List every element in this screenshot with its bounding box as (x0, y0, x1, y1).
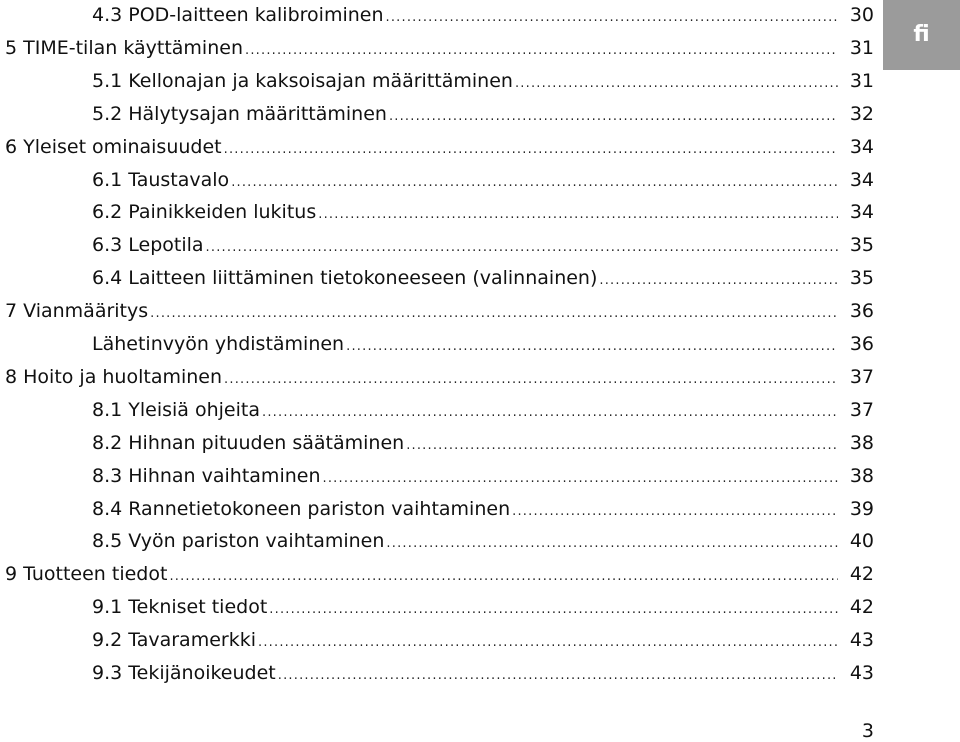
toc-leader-dots (224, 365, 838, 395)
toc-entry-title: 8.5 Vyön pariston vaihtaminen (92, 530, 385, 553)
language-tab-label: fi (913, 21, 930, 47)
toc-entry[interactable] (92, 461, 874, 491)
toc-entry[interactable] (92, 494, 874, 524)
toc-entry-title: 9.3 Tekijänoikeudet (92, 662, 276, 684)
toc-entry-title: 6.2 Painikkeiden lukitus (92, 201, 317, 224)
toc-entry-page: 31 (849, 69, 874, 92)
toc-leader-dots (258, 628, 838, 658)
toc-entry[interactable] (5, 362, 874, 392)
toc-entry-title: 8.4 Rannetietokoneen pariston vaihtaminen (92, 497, 511, 520)
toc-leader-dots (224, 135, 838, 165)
toc-leader-dots (318, 200, 838, 230)
toc-entry-page: 36 (849, 300, 874, 323)
toc-entry[interactable] (92, 329, 874, 359)
toc-leader-dots (346, 332, 838, 362)
toc-entry[interactable] (5, 296, 874, 326)
toc-entry-page: 32 (849, 102, 874, 125)
toc-entry-page: 35 (849, 234, 874, 257)
toc-entry[interactable] (92, 165, 874, 195)
toc-entry[interactable] (92, 197, 874, 227)
toc-entry-title: 7 Vianmääritys (5, 300, 149, 323)
toc-leader-dots (278, 661, 838, 691)
toc-entry-title: 5.2 Hälytysajan määrittäminen (92, 102, 387, 125)
toc-entry[interactable] (92, 0, 874, 30)
toc-leader-dots (269, 595, 838, 625)
toc-entry-title: 5.1 Kellonajan ja kaksoisajan määrittäminen (92, 69, 513, 92)
toc-entry[interactable] (92, 230, 874, 260)
toc-leader-dots (245, 36, 838, 66)
toc-entry[interactable] (92, 66, 874, 96)
toc-entry-title: 4.3 POD-laitteen kalibroiminen (92, 4, 384, 26)
toc-entry-title: 8.3 Hihnan vaihtaminen (92, 464, 321, 487)
language-tab (883, 0, 960, 70)
toc-leader-dots (262, 398, 838, 428)
toc-entry-page: 37 (849, 365, 874, 388)
toc-entry[interactable] (92, 592, 874, 622)
toc-entry[interactable] (92, 263, 874, 293)
toc-entry-page: 37 (849, 398, 874, 421)
toc-entry-page: 35 (849, 267, 874, 290)
toc-entry-page: 42 (849, 563, 874, 586)
toc-entry-title: 5 TIME-tilan käyttäminen (5, 36, 243, 59)
toc-entry-page: 43 (849, 662, 874, 684)
toc-leader-dots (150, 299, 838, 329)
toc-entry[interactable] (5, 132, 874, 162)
page-number: 3 (861, 720, 874, 742)
toc-leader-dots (169, 562, 838, 592)
toc-entry[interactable] (5, 33, 874, 63)
toc-entry-page: 34 (849, 168, 874, 191)
toc-entry-title: 9 Tuotteen tiedot (5, 563, 168, 586)
toc-entry[interactable] (92, 395, 874, 425)
toc-entry-title: Lähetinvyön yhdistäminen (92, 333, 345, 355)
toc-entry-page: 30 (849, 4, 874, 26)
toc-entry-page: 38 (849, 464, 874, 487)
toc-leader-dots (406, 431, 838, 461)
toc-entry-page: 39 (849, 497, 874, 520)
toc-entry-page: 34 (849, 135, 874, 158)
toc-entry-page: 36 (849, 333, 874, 355)
toc-entry[interactable] (92, 526, 874, 556)
toc-entry-title: 8.1 Yleisiä ohjeita (92, 398, 260, 421)
toc-leader-dots (512, 497, 838, 527)
toc-leader-dots (231, 168, 838, 198)
toc-entry-title: 9.1 Tekniset tiedot (92, 596, 268, 619)
toc-entry-title: 6.1 Taustavalo (92, 168, 230, 191)
toc-entry-page: 40 (849, 530, 874, 553)
toc-entry[interactable] (92, 428, 874, 458)
toc-leader-dots (386, 529, 838, 559)
toc-entry-page: 31 (849, 36, 874, 59)
toc-leader-dots (599, 266, 838, 296)
toc-leader-dots (386, 3, 838, 33)
toc-entry-page: 38 (849, 431, 874, 454)
toc-entry-title: 8 Hoito ja huoltaminen (5, 365, 223, 388)
toc-entry[interactable] (92, 658, 874, 688)
toc-entry-title: 6 Yleiset ominaisuudet (5, 135, 222, 158)
toc-leader-dots (389, 102, 838, 132)
toc-entry-page: 43 (849, 629, 874, 652)
toc-entry-title: 9.2 Tavaramerkki (92, 629, 256, 652)
toc-entry-title: 8.2 Hihnan pituuden säätäminen (92, 431, 405, 454)
toc-entry[interactable] (92, 625, 874, 655)
toc-leader-dots (515, 69, 838, 99)
toc-leader-dots (206, 233, 838, 263)
toc-entry-page: 34 (849, 201, 874, 224)
toc-entry-title: 6.3 Lepotila (92, 234, 204, 257)
toc-entry-page: 42 (849, 596, 874, 619)
toc-entry-title: 6.4 Laitteen liittäminen tietokoneeseen (valinnainen) (92, 267, 598, 290)
toc-leader-dots (323, 464, 839, 494)
toc-entry[interactable] (5, 559, 874, 589)
toc-entry[interactable] (92, 99, 874, 129)
